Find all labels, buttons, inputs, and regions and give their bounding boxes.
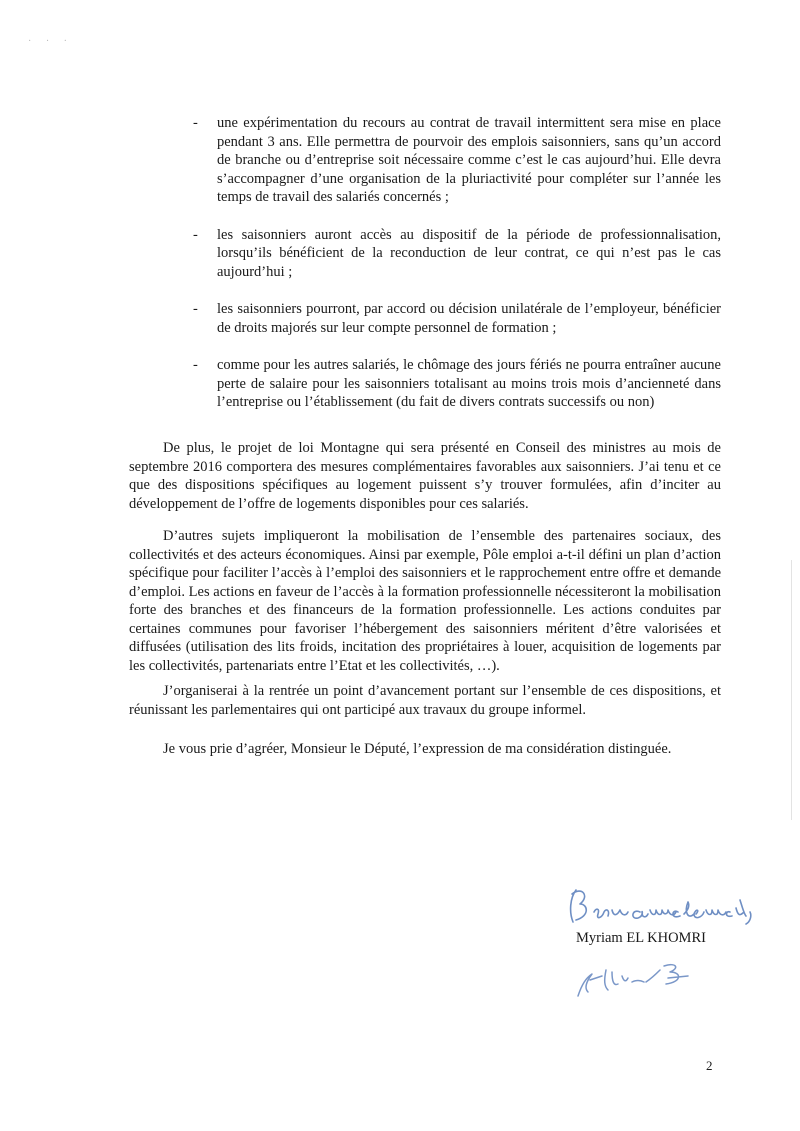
bullet-list bbox=[193, 114, 721, 431]
list-item-text: les saisonniers auront accès au dispositif de la période de professionnalisation, lorsqu’ils bénéficient de la reconduction de leur contrat, ce qui n’est pas le cas aujourd’hui ; bbox=[217, 226, 721, 280]
closing-formula: Je vous prie d’agréer, Monsieur le Député, l’expression de ma considération distinguée. bbox=[163, 741, 672, 757]
signatory-name: Myriam EL KHOMRI bbox=[576, 930, 706, 946]
bullet-marker: - bbox=[193, 115, 198, 131]
handwritten-note bbox=[560, 882, 760, 930]
page-number: 2 bbox=[706, 1058, 713, 1073]
signature-scribble bbox=[572, 954, 702, 1000]
paragraph-loi-montagne: De plus, le projet de loi Montagne qui sera présenté en Conseil des ministres au mois de septembre 2016 comportera des mesures complémentaires favorables aux saisonniers. J’ai tenu et ce que des dispositions spécifiques au logement puissent s’y trouver formulées, afin d’inciter au développement de l’offre de logements disponibles pour ces salariés. bbox=[129, 440, 721, 512]
paragraph-partenaires: D’autres sujets impliqueront la mobilisation de l’ensemble des partenaires sociaux, des collectivités et des acteurs économiques. Ainsi par exemple, Pôle emploi a-t-il défini un plan d’action spécifique pour faciliter l’accès à l’emploi des saisonniers et le rapprochement entre offre et demande d’emploi. Les actions en faveur de l’accès à la formation professionnelle nécessiteront la mobilisation forte des branches et des financeurs de la formation professionnelle. Les actions conduites par certaines communes pour favoriser l’hébergement des saisonniers méritent d’être valorisées et diffusées (utilisation des lits froids, incitation des propriétaires à louer, acquisition de logements par les collectivités, partenariats entre l’Etat et les collectivités, …). bbox=[129, 528, 721, 674]
bullet-marker: - bbox=[193, 226, 198, 243]
list-item bbox=[193, 356, 721, 412]
list-item bbox=[193, 300, 721, 337]
bullet-marker: - bbox=[193, 301, 198, 317]
list-item bbox=[193, 114, 721, 207]
list-item-text: les saisonniers pourront, par accord ou décision unilatérale de l’employeur, bénéficier de droits majorés sur leur compte personnel de formation ; bbox=[217, 301, 721, 336]
scan-artifact: · · · bbox=[28, 36, 73, 47]
list-item bbox=[193, 226, 721, 282]
list-item-text: comme pour les autres salariés, le chômage des jours fériés ne pourra entraîner aucune perte de salaire pour les saisonniers totalisant au moins trois mois d’ancienneté dans l’entreprise ou l’établissement (du fait de divers contrats successifs ou non) bbox=[217, 357, 721, 410]
list-item-text: une expérimentation du recours au contrat de travail intermittent sera mise en place pendant 3 ans. Elle permettra de pourvoir des emplois saisonniers, sans qu’un accord de branche ou d’entreprise soit nécessaire comme c’est le cas aujourd’hui. Elle devra s’accompagner d’une organisation de la pluriactivité pour compléter sur l’année les temps de travail des salariés concernés ; bbox=[217, 115, 721, 205]
paragraph-point-avancement: J’organiserai à la rentrée un point d’avancement portant sur l’ensemble de ces dispositions, et réunissant les parlementaires qui ont participé aux travaux du groupe informel. bbox=[129, 683, 721, 718]
bullet-marker: - bbox=[193, 357, 198, 373]
scan-edge-line bbox=[791, 560, 792, 820]
